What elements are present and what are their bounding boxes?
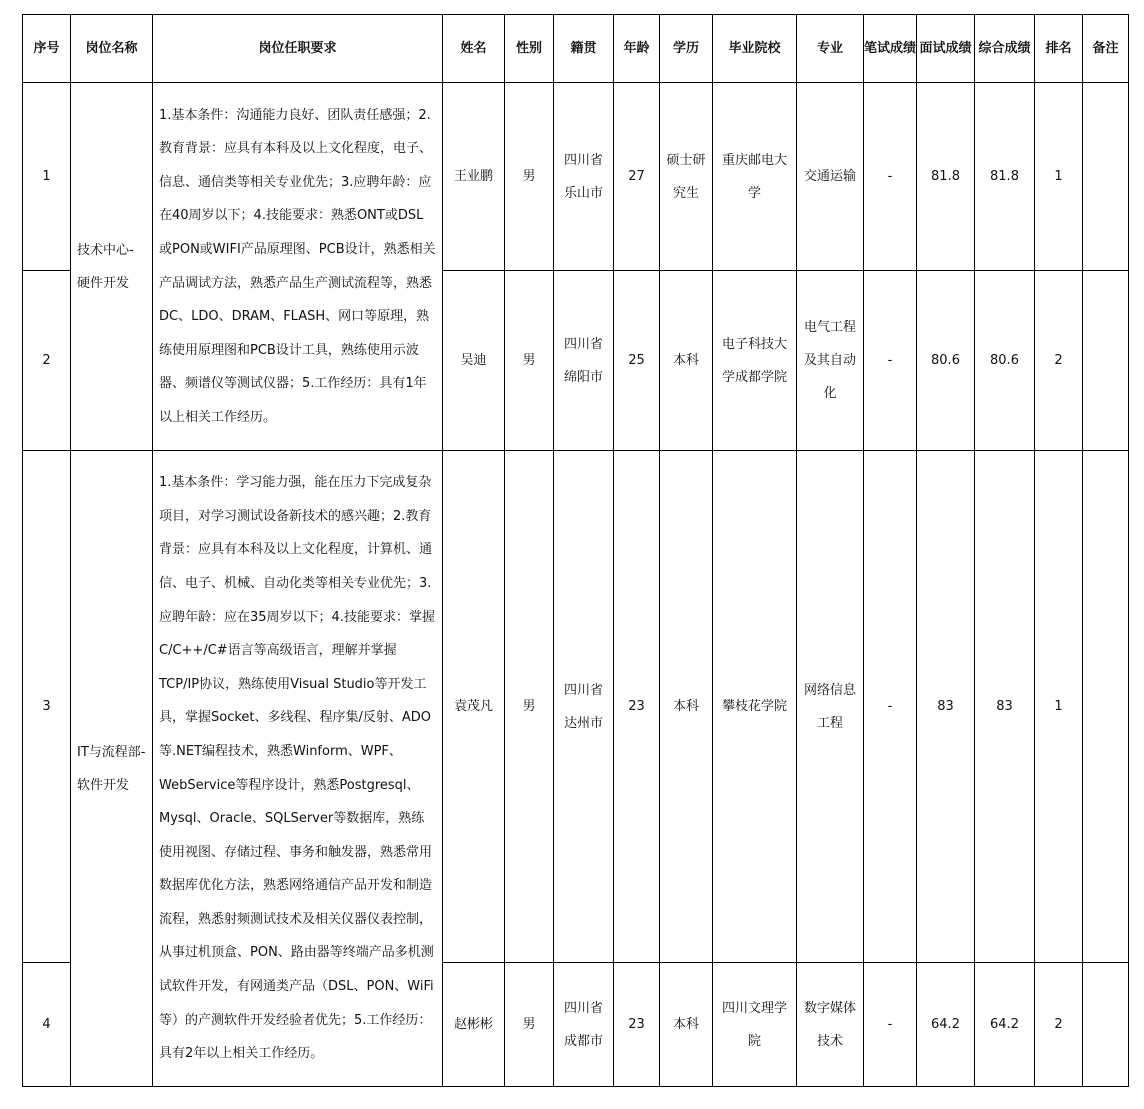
table-row bbox=[23, 451, 1129, 963]
cell-gender: 男 bbox=[505, 83, 554, 271]
header-name: 姓名 bbox=[443, 15, 505, 83]
cell-origin: 四川省乐山市 bbox=[554, 83, 614, 271]
cell-age: 23 bbox=[614, 451, 660, 963]
cell-rank: 2 bbox=[1035, 271, 1083, 451]
cell-major: 电气工程及其自动化 bbox=[797, 271, 864, 451]
cell-rank: 1 bbox=[1035, 451, 1083, 963]
cell-major: 交通运输 bbox=[797, 83, 864, 271]
cell-note bbox=[1083, 83, 1129, 271]
header-school: 毕业院校 bbox=[713, 15, 797, 83]
cell-school: 电子科技大学成都学院 bbox=[713, 271, 797, 451]
header-education: 学历 bbox=[660, 15, 713, 83]
cell-total: 83 bbox=[975, 451, 1035, 963]
header-rank: 排名 bbox=[1035, 15, 1083, 83]
cell-education: 本科 bbox=[660, 451, 713, 963]
cell-rank: 2 bbox=[1035, 963, 1083, 1087]
cell-requirements: 1.基本条件：学习能力强，能在压力下完成复杂项目，对学习测试设备新技术的感兴趣；2.教育背景：应具有本科及以上文化程度，计算机、通信、电子、机械、自动化类等相关专业优先；3.应聘年龄：应在35周岁以下；4.技能要求：掌握C/C++/C#语言等高级语言，理解并掌握TCP/IP协议，熟练使用Visual Studio等开发工具，掌握Socket、多线程、程序集/反射、ADO等.NET编程技术，熟悉Winform、WPF、WebService等程序设计，熟悉Postgresql、Mysql、Oracle、SQLServer等数据库，熟练使用视图、存储过程、事务和触发器，熟悉常用数据库优化方法，熟悉网络通信产品开发和制造流程，熟悉射频测试技术及相关仪器仪表控制，从事过机顶盒、PON、路由器等终端产品多机测试软件开发，有网通类产品（DSL、PON、WiFi等）的产测软件开发经验者优先；5.工作经历：具有2年以上相关工作经历。 bbox=[153, 451, 443, 1087]
header-note: 备注 bbox=[1083, 15, 1129, 83]
cell-school: 重庆邮电大学 bbox=[713, 83, 797, 271]
cell-name: 袁茂凡 bbox=[443, 451, 505, 963]
cell-note bbox=[1083, 451, 1129, 963]
cell-rank: 1 bbox=[1035, 83, 1083, 271]
header-interview: 面试成绩 bbox=[917, 15, 975, 83]
cell-education: 本科 bbox=[660, 963, 713, 1087]
cell-written: - bbox=[864, 271, 917, 451]
cell-interview: 83 bbox=[917, 451, 975, 963]
cell-age: 25 bbox=[614, 271, 660, 451]
cell-written: - bbox=[864, 963, 917, 1087]
cell-seq: 3 bbox=[23, 451, 71, 963]
header-gender: 性别 bbox=[505, 15, 554, 83]
cell-position: IT与流程部-软件开发 bbox=[71, 451, 153, 1087]
cell-requirements: 1.基本条件：沟通能力良好、团队责任感强；2.教育背景：应具有本科及以上文化程度，电子、信息、通信类等相关专业优先；3.应聘年龄：应在40周岁以下；4.技能要求：熟悉ONT或DSL或PON或WIFI产品原理图、PCB设计，熟悉相关产品调试方法，熟悉产品生产测试流程等，熟悉DC、LDO、DRAM、FLASH、网口等原理，熟练使用原理图和PCB设计工具，熟练使用示波器、频谱仪等测试仪器；5.工作经历：具有1年以上相关工作经历。 bbox=[153, 83, 443, 451]
table-row bbox=[23, 83, 1129, 271]
header-seq: 序号 bbox=[23, 15, 71, 83]
header-age: 年龄 bbox=[614, 15, 660, 83]
header-total: 综合成绩 bbox=[975, 15, 1035, 83]
cell-origin: 四川省成都市 bbox=[554, 963, 614, 1087]
cell-origin: 四川省达州市 bbox=[554, 451, 614, 963]
cell-origin: 四川省绵阳市 bbox=[554, 271, 614, 451]
cell-written: - bbox=[864, 83, 917, 271]
cell-major: 网络信息工程 bbox=[797, 451, 864, 963]
header-requirements: 岗位任职要求 bbox=[153, 15, 443, 83]
cell-gender: 男 bbox=[505, 451, 554, 963]
cell-seq: 4 bbox=[23, 963, 71, 1087]
header-origin: 籍贯 bbox=[554, 15, 614, 83]
cell-name: 赵彬彬 bbox=[443, 963, 505, 1087]
cell-education: 本科 bbox=[660, 271, 713, 451]
cell-name: 王业鹏 bbox=[443, 83, 505, 271]
cell-total: 81.8 bbox=[975, 83, 1035, 271]
cell-written: - bbox=[864, 451, 917, 963]
cell-school: 攀枝花学院 bbox=[713, 451, 797, 963]
cell-age: 23 bbox=[614, 963, 660, 1087]
cell-seq: 1 bbox=[23, 83, 71, 271]
cell-interview: 80.6 bbox=[917, 271, 975, 451]
cell-interview: 64.2 bbox=[917, 963, 975, 1087]
cell-note bbox=[1083, 271, 1129, 451]
results-table bbox=[22, 14, 1129, 1087]
cell-seq: 2 bbox=[23, 271, 71, 451]
cell-note bbox=[1083, 963, 1129, 1087]
cell-education: 硕士研究生 bbox=[660, 83, 713, 271]
header-major: 专业 bbox=[797, 15, 864, 83]
cell-name: 吴迪 bbox=[443, 271, 505, 451]
cell-gender: 男 bbox=[505, 271, 554, 451]
header-row bbox=[23, 15, 1129, 83]
cell-gender: 男 bbox=[505, 963, 554, 1087]
cell-interview: 81.8 bbox=[917, 83, 975, 271]
cell-school: 四川文理学院 bbox=[713, 963, 797, 1087]
cell-total: 80.6 bbox=[975, 271, 1035, 451]
header-written: 笔试成绩 bbox=[864, 15, 917, 83]
cell-age: 27 bbox=[614, 83, 660, 271]
cell-position: 技术中心-硬件开发 bbox=[71, 83, 153, 451]
cell-major: 数字媒体技术 bbox=[797, 963, 864, 1087]
header-position: 岗位名称 bbox=[71, 15, 153, 83]
cell-total: 64.2 bbox=[975, 963, 1035, 1087]
